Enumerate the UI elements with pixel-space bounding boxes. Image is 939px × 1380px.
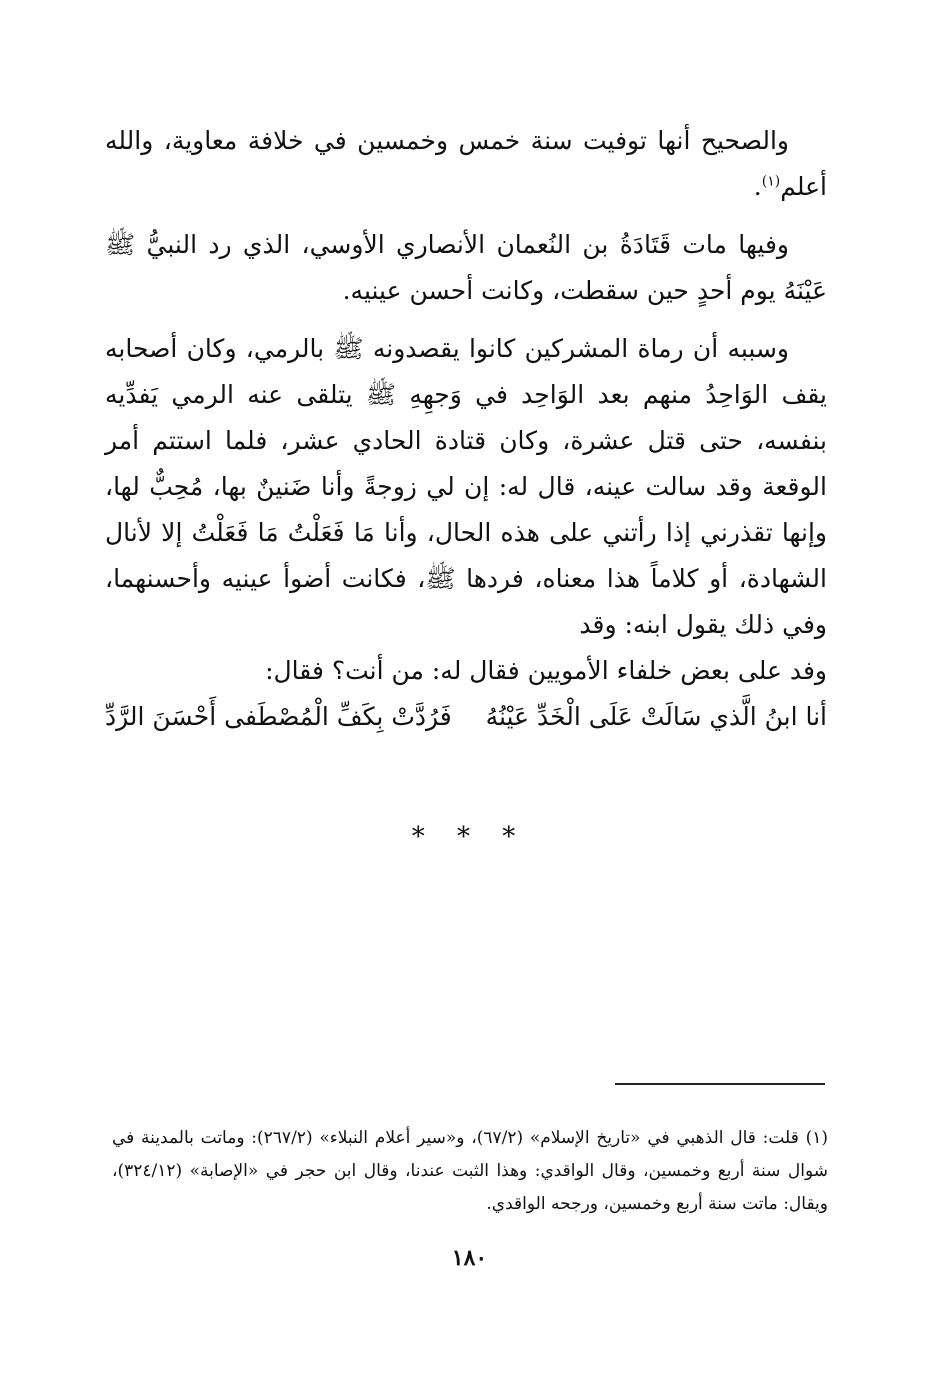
verse-first-hemistich: أنا ابنُ الَّذي سَالَتْ عَلَى الْخَدِّ عَيْنُهُ bbox=[485, 702, 827, 731]
paragraph-3: وسببه أن رماة المشركين كانوا يقصدونه ﷺ بالرمي، وكان أصحابه يقف الوَاحِدُ منهم بعد الوَاحِد في وَجهِهِ ﷺ يتلقى عنه الرمي يَفدِّيه بنفسه، حتى قتل عشرة، وكان قتادة الحادي عشر، فلما استتم أمر الوقعة وقد سالت عينه، قال له: إن لي زوجةً وأنا ضَنينٌ بها، مُحِبٌّ لها، وإنها تقذرني إذا رأتني على هذه الحال، وأنا مَا فَعَلْتُ مَا فَعَلْتُ إلا لأنال الشهادة، أو كلاماً هذا معناه، فردها ﷺ، فكانت أضوأ عينيه وأحسنهما، وفي ذلك يقول ابنه: وقد bbox=[105, 334, 827, 639]
paragraph-1 bbox=[105, 118, 827, 210]
footnote-reference[interactable]: (١) bbox=[761, 173, 781, 190]
paragraph-2: وفيها مات قَتَادَةُ بن النُعمان الأنصاري الأوسي، الذي رد النبيُّ ﷺ عَيْنَهُ يوم أحدٍ حين سقطت، وكانت أحسن عينيه. bbox=[105, 230, 827, 305]
verse-second-hemistich: فَرُدَّتْ بِكَفِّ الْمُصْطَفى أَحْسَنَ الرَّدِّ bbox=[105, 702, 452, 731]
poetry-verse bbox=[105, 694, 827, 740]
section-separator: * * * bbox=[411, 822, 528, 852]
verse-intro: وفد على بعض خلفاء الأمويين فقال له: من أنت؟ فقال: bbox=[265, 656, 827, 685]
footnote-divider bbox=[615, 1083, 825, 1085]
main-text bbox=[105, 118, 827, 740]
page-number: ١٨٠ bbox=[451, 1245, 488, 1271]
footnote: (١) قلت: قال الذهبي في «تاريخ الإسلام» (٦٧/٢)، و«سير أعلام النبلاء» (٢٦٧/٢): وماتت بالمدينة في شوال سنة أربع وخمسين، وقال الواقدي: وهذا الثبت عندنا، وقال ابن حجر في «الإصابة» (٣٢٤/١٢)، ويقال: ماتت سنة أربع وخمسين، ورجحه الواقدي. bbox=[112, 1128, 828, 1214]
paragraph-1-text: والصحيح أنها توفيت سنة خمس وخمسين في خلافة معاوية، والله أعلم bbox=[105, 126, 827, 201]
paragraph-1-tail: . bbox=[753, 172, 762, 201]
